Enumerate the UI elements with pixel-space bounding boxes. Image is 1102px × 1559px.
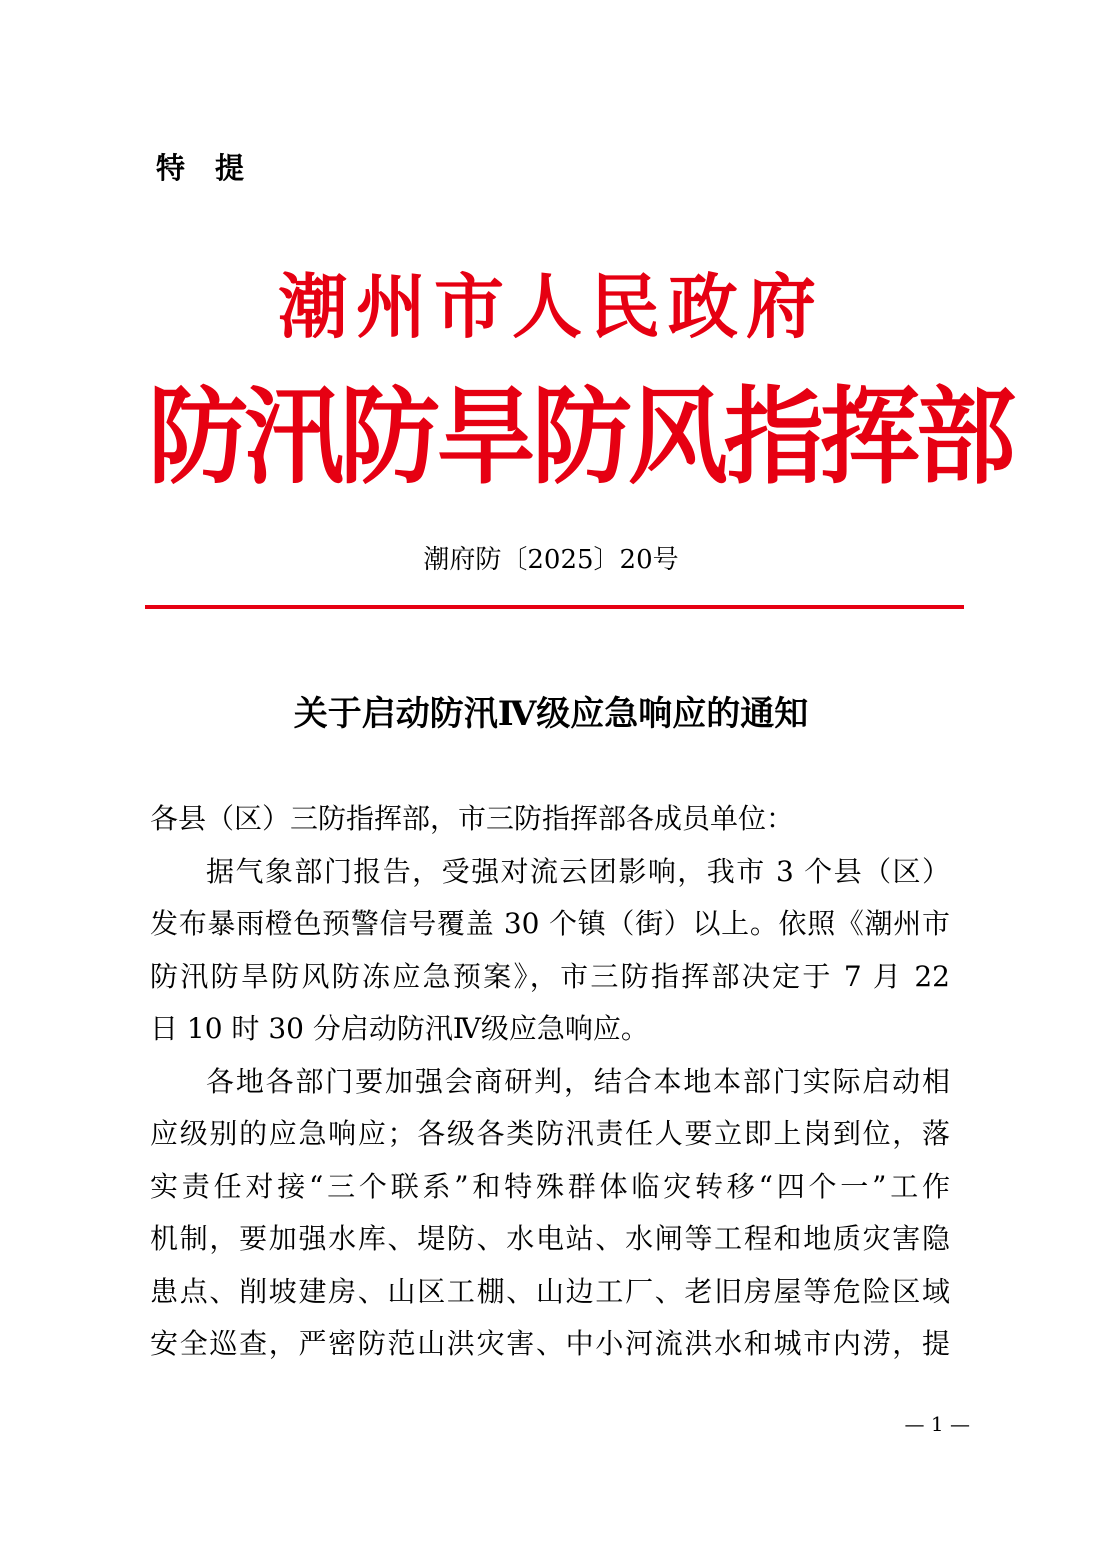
issuing-authority-line1: 潮州市人民政府 [278,265,824,348]
page-number: — 1 — [904,1412,970,1436]
paragraph-1-line: 日 10 时 30 分启动防汛Ⅳ级应急响应。 [150,1012,649,1045]
issuing-authority-line2: 防汛防旱防风指挥部 [148,374,1012,499]
salutation: 各县（区）三防指挥部，市三防指挥部各成员单位： [150,802,795,835]
red-divider-line [145,605,964,609]
paragraph-2-line: 机制，要加强水库、堤防、水电站、水闸等工程和地质灾害隐 [150,1222,950,1255]
document-number: 潮府防〔2025〕20号 [423,545,679,575]
document-body [150,793,950,1371]
paragraph-2-line: 患点、削坡建房、山区工棚、山边工厂、老旧房屋等危险区域 [150,1274,950,1308]
paragraph-2-line: 安全巡查，严密防范山洪灾害、中小河流洪水和城市内涝，提 [150,1327,950,1360]
urgency-label: 特提 [156,151,275,185]
paragraph-2-line: 应级别的应急响应；各级各类防汛责任人要立即上岗到位，落 [150,1117,950,1150]
paragraph-1-line: 防汛防旱防风防冻应急预案》，市三防指挥部决定于 7 月 22 [150,959,950,993]
paragraph-1-line: 据气象部门报告，受强对流云团影响，我市 3 个县（区） [206,854,950,888]
paragraph-1-line: 发布暴雨橙色预警信号覆盖 30 个镇（街）以上。依照《潮州市 [150,907,950,940]
paragraph-2-line: 实责任对接“三个联系”和特殊群体临灾转移“四个一”工作 [150,1169,950,1203]
document-title: 关于启动防汛Ⅳ级应急响应的通知 [293,694,809,734]
paragraph-2-line: 各地各部门要加强会商研判，结合本地本部门实际启动相 [206,1064,950,1098]
